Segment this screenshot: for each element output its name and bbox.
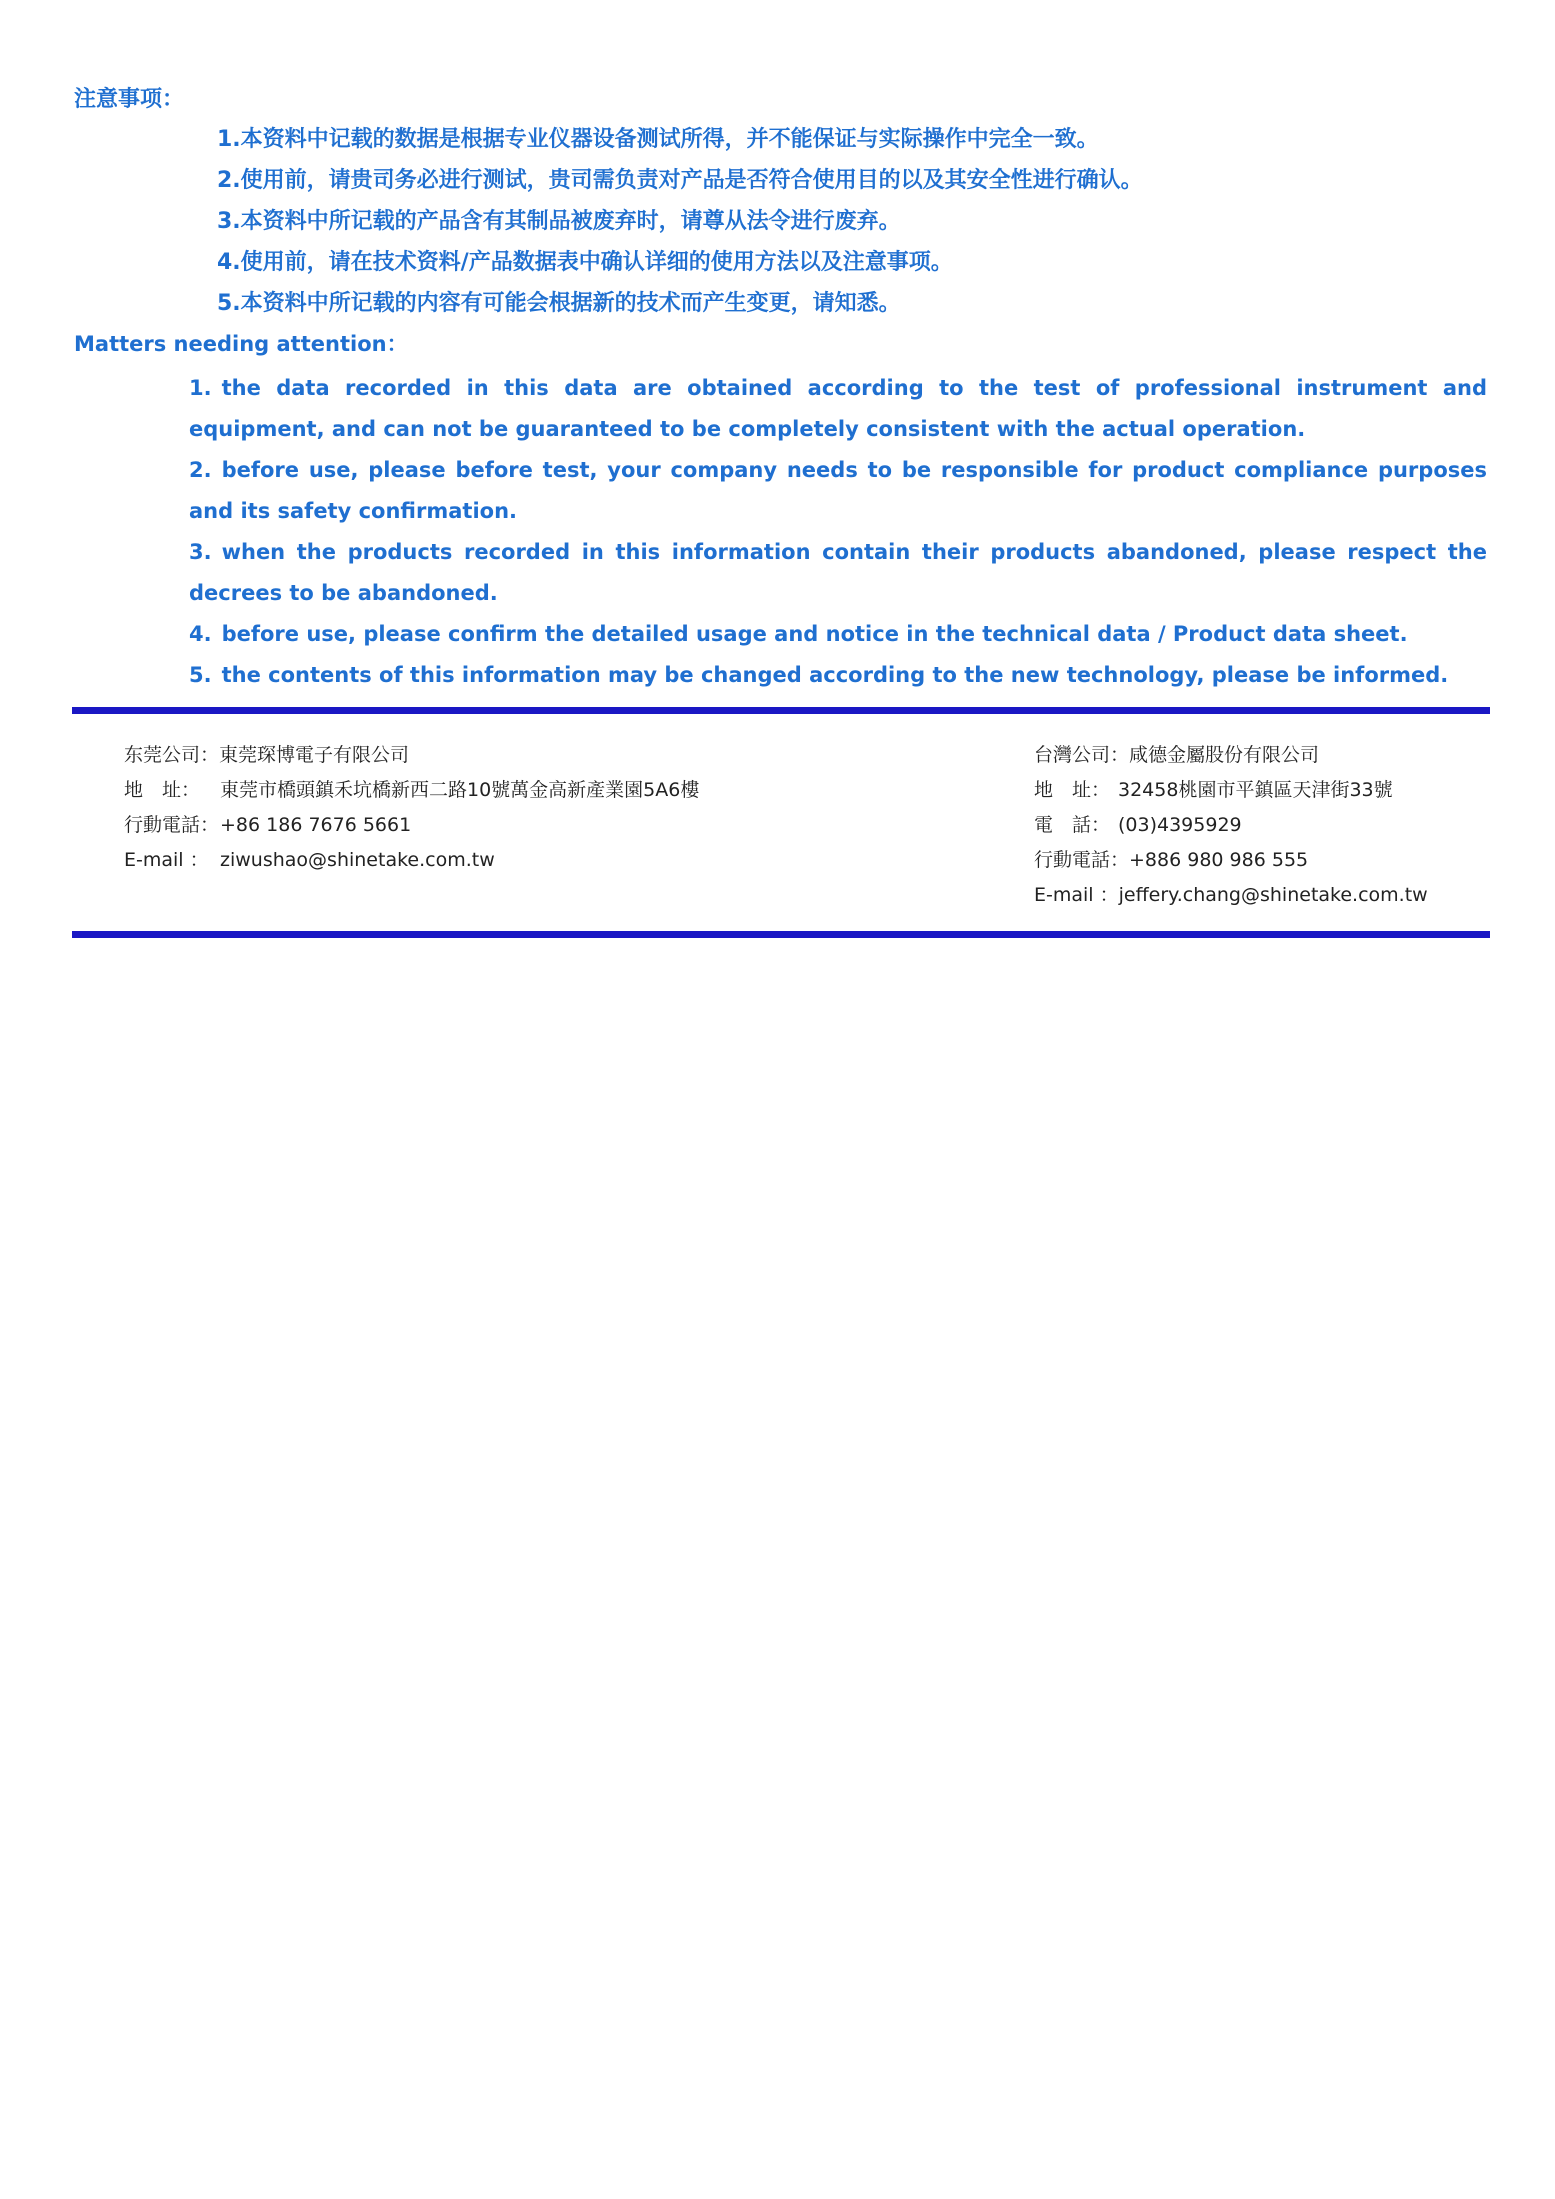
- contact-row-mobile: [1034, 843, 1428, 878]
- notice-en-item-2: [189, 450, 1487, 532]
- notice-en-item-5: [189, 655, 1487, 696]
- contact-row-email: [124, 843, 699, 878]
- notice-en-item-number: 4.: [189, 622, 212, 646]
- contact-label: 地 址：: [124, 779, 201, 801]
- notice-en-item-text: the data recorded in this data are obtained according to the test of professional instrument and equipment, and can not be guaranteed to be completely consistent with the actual operation.: [189, 376, 1487, 441]
- notice-cn-item-3: 3.本资料中所记载的产品含有其制品被废弃时，请尊从法令进行废弃。: [217, 209, 901, 234]
- notice-en-item-3: [189, 532, 1487, 614]
- notice-en-item-number: 3.: [189, 540, 212, 564]
- notice-en-item-text: when the products recorded in this information contain their products abandoned, please respect the decrees to be abandoned.: [189, 540, 1487, 605]
- notice-en-item-number: 5.: [189, 663, 212, 687]
- contact-dongguan: [124, 738, 699, 878]
- contact-label: 地 址：: [1034, 779, 1111, 801]
- contact-company-name: 咸德金屬股份有限公司: [1129, 744, 1320, 766]
- notice-cn-item-1: 1.本资料中记载的数据是根据专业仪器设备测试所得，并不能保证与实际操作中完全一致。: [217, 127, 1099, 152]
- notice-en-item-number: 1.: [189, 376, 212, 400]
- notice-en-item-text: before use, please confirm the detailed usage and notice in the technical data / Product data sheet.: [221, 622, 1408, 646]
- contact-label: 行動電話：: [1034, 849, 1130, 871]
- contact-row-company: [1034, 738, 1428, 773]
- contact-row-email: [1034, 878, 1428, 913]
- contact-label: 電 話：: [1034, 814, 1111, 836]
- contact-label: E-mail ：: [1034, 884, 1119, 906]
- divider-bottom: [72, 931, 1490, 938]
- notice-en-item-text: the contents of this information may be changed according to the new technology, please be informed.: [221, 663, 1449, 687]
- contact-email-link[interactable]: ziwushao@shinetake.com.tw: [220, 849, 495, 871]
- notice-cn-list: [217, 124, 1143, 329]
- contact-address: 東莞市橋頭鎮禾坑橋新西二路10號萬金高新產業園5A6樓: [220, 779, 700, 801]
- contact-company-name: 東莞琛博電子有限公司: [219, 744, 410, 766]
- contact-label: 台灣公司：: [1034, 744, 1130, 766]
- contact-label: 东莞公司：: [124, 744, 220, 766]
- notice-en-title: Matters needing attention：: [74, 332, 408, 356]
- contact-row-phone: [1034, 808, 1428, 843]
- notice-en-item-number: 2.: [189, 458, 212, 482]
- contact-mobile: +86 186 7676 5661: [220, 814, 412, 836]
- contact-label: E-mail ：: [124, 849, 209, 871]
- contact-row-address: [1034, 773, 1428, 808]
- contact-email-link[interactable]: jeffery.chang@shinetake.com.tw: [1118, 884, 1428, 906]
- divider-top: [72, 707, 1490, 714]
- contact-mobile: +886 980 986 555: [1129, 849, 1309, 871]
- notice-cn-item-2: 2.使用前，请贵司务必进行测试，贵司需负责对产品是否符合使用目的以及其安全性进行确认。: [217, 168, 1143, 193]
- contact-taiwan: [1034, 738, 1428, 913]
- notice-cn-title: 注意事项：: [74, 87, 185, 112]
- contact-row-mobile: [124, 808, 699, 843]
- notice-en-list: [189, 368, 1487, 696]
- contact-row-address: [124, 773, 699, 808]
- contact-phone: (03)4395929: [1118, 814, 1242, 836]
- notice-en-item-1: [189, 368, 1487, 450]
- notice-cn-item-4: 4.使用前，请在技术资料/产品数据表中确认详细的使用方法以及注意事项。: [217, 250, 953, 275]
- notice-en-item-4: [189, 614, 1487, 655]
- notice-en-item-text: before use, please before test, your company needs to be responsible for product compliance purposes and its safety confirmation.: [189, 458, 1487, 523]
- notice-cn-item-5: 5.本资料中所记载的内容有可能会根据新的技术而产生变更，请知悉。: [217, 291, 901, 316]
- contact-address: 32458桃園市平鎮區天津街33號: [1118, 779, 1393, 801]
- contact-label: 行動電話：: [124, 814, 220, 836]
- contact-row-company: [124, 738, 699, 773]
